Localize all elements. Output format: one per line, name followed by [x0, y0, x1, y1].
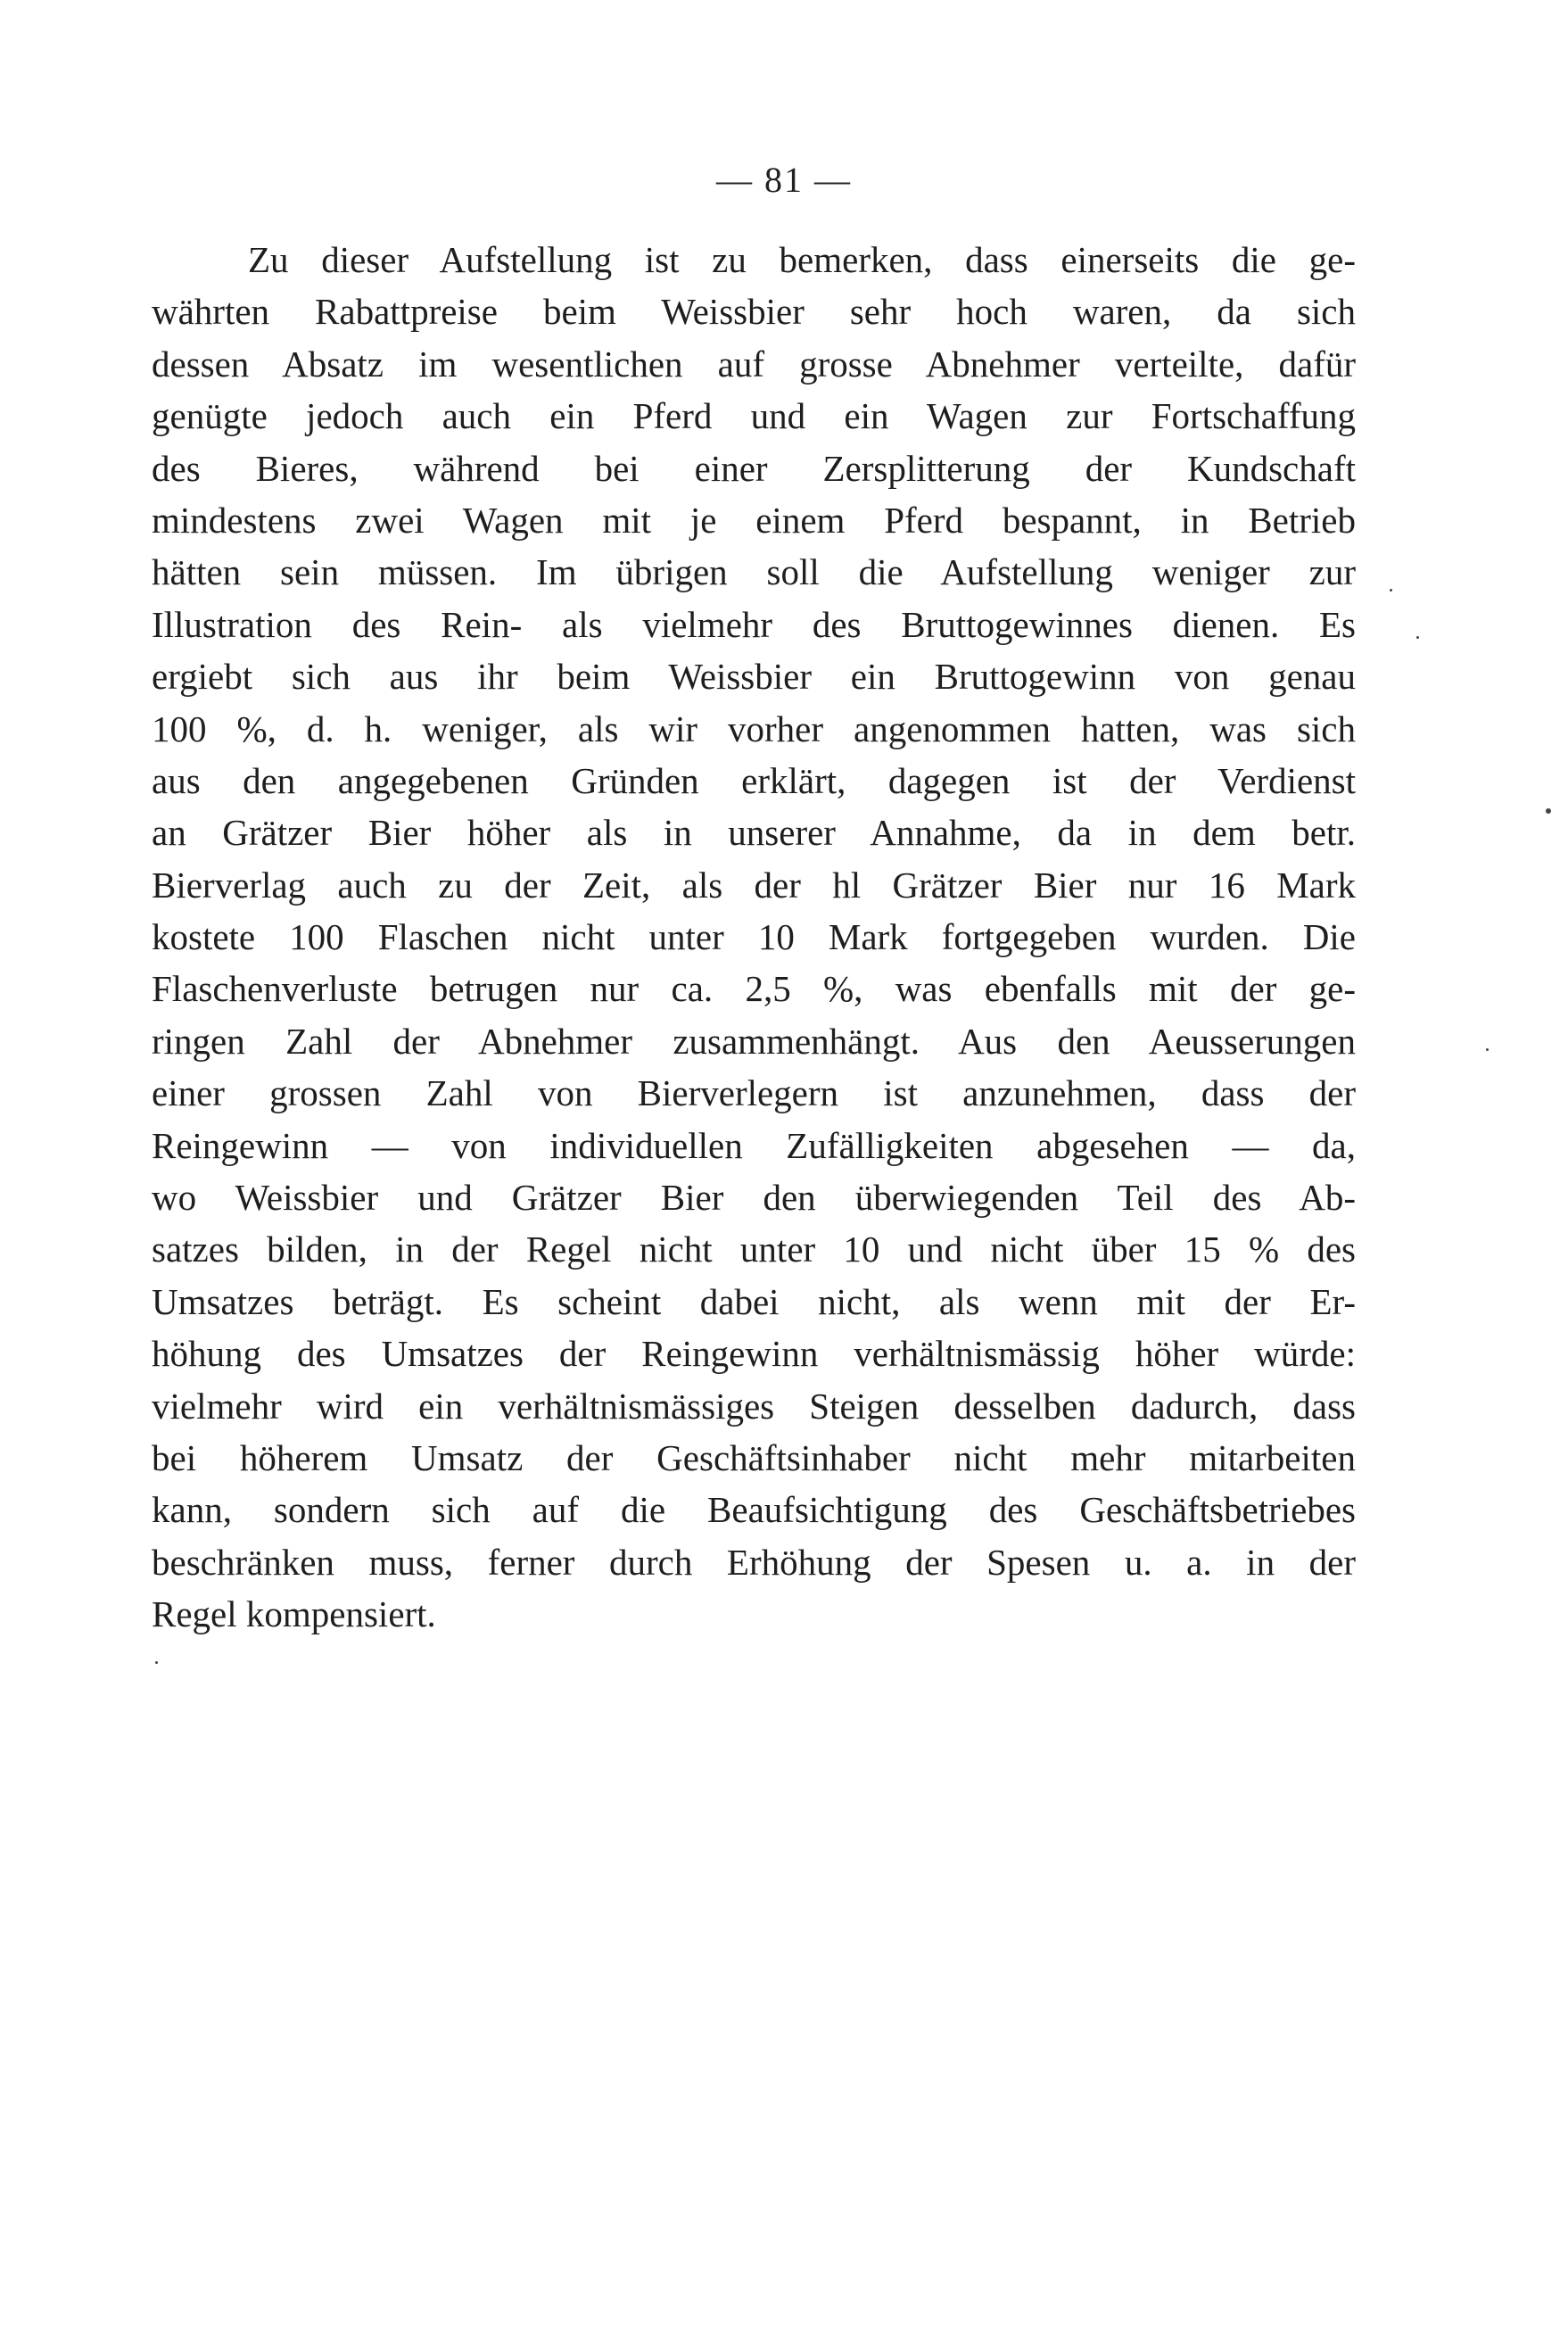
- scan-speck: [1416, 636, 1419, 639]
- text-line: bei höherem Umsatz der Geschäftsinhaber nicht mehr mitarbeiten: [152, 1436, 1356, 1478]
- text-line: satzes bilden, in der Regel nicht unter 10 und nicht über 15 % des: [152, 1229, 1356, 1270]
- scan-speck: [1546, 808, 1551, 814]
- text-line: dessen Absatz im wesentlichen auf grosse Abnehmer verteilte, dafür: [152, 343, 1356, 385]
- scan-speck: [1390, 589, 1392, 592]
- text-line: Regel kompensiert.: [152, 1593, 436, 1635]
- text-line: höhung des Umsatzes der Reingewinn verhältnismässig höher würde:: [152, 1333, 1356, 1375]
- paragraph: [152, 234, 1356, 1641]
- text-line: Flaschenverluste betrugen nur ca. 2,5 %, was ebenfalls mit der ge-: [152, 968, 1356, 1010]
- text-line: 100 %, d. h. weniger, als wir vorher angenommen hatten, was sich: [152, 707, 1356, 749]
- text-line: ergiebt sich aus ihr beim Weissbier ein Bruttogewinn von genau: [152, 656, 1356, 698]
- text-line: des Bieres, während bei einer Zersplitterung der Kundschaft: [152, 447, 1356, 489]
- scan-speck: [1486, 1048, 1489, 1051]
- scan-speck: [155, 1661, 158, 1664]
- text-line: vielmehr wird ein verhältnismässiges Steigen desselben dadurch, dass: [152, 1385, 1356, 1427]
- text-line: wo Weissbier und Grätzer Bier den überwiegenden Teil des Ab-: [152, 1177, 1356, 1219]
- text-line: Zu dieser Aufstellung ist zu bemerken, dass einerseits die ge-: [248, 239, 1356, 280]
- text-line: kostete 100 Flaschen nicht unter 10 Mark fortgegeben wurden. Die: [152, 916, 1356, 958]
- text-line: Umsatzes beträgt. Es scheint dabei nicht, als wenn mit der Er-: [152, 1280, 1356, 1322]
- text-line: an Grätzer Bier höher als in unserer Annahme, da in dem betr.: [152, 812, 1356, 854]
- text-line: ringen Zahl der Abnehmer zusammenhängt. Aus den Aeusserungen: [152, 1020, 1356, 1062]
- text-line: kann, sondern sich auf die Beaufsichtigung des Geschäftsbetriebes: [152, 1489, 1356, 1531]
- text-line: mindestens zwei Wagen mit je einem Pferd bespannt, in Betrieb: [152, 499, 1356, 541]
- text-line: währten Rabattpreise beim Weissbier sehr hoch waren, da sich: [152, 291, 1356, 333]
- text-line: Reingewinn — von individuellen Zufälligkeiten abgesehen — da,: [152, 1124, 1356, 1166]
- text-line: beschränken muss, ferner durch Erhöhung der Spesen u. a. in der: [152, 1541, 1356, 1583]
- text-line: aus den angegebenen Gründen erklärt, dagegen ist der Verdienst: [152, 759, 1356, 801]
- text-line: Illustration des Rein- als vielmehr des Bruttogewinnes dienen. Es: [152, 603, 1356, 645]
- page-number: — 81 —: [716, 160, 852, 200]
- text-line: genügte jedoch auch ein Pferd und ein Wagen zur Fortschaffung: [152, 395, 1356, 437]
- text-line: hätten sein müssen. Im übrigen soll die Aufstellung weniger zur: [152, 551, 1356, 593]
- text-line: Bierverlag auch zu der Zeit, als der hl Grätzer Bier nur 16 Mark: [152, 864, 1356, 906]
- text-line: einer grossen Zahl von Bierverlegern ist anzunehmen, dass der: [152, 1072, 1356, 1114]
